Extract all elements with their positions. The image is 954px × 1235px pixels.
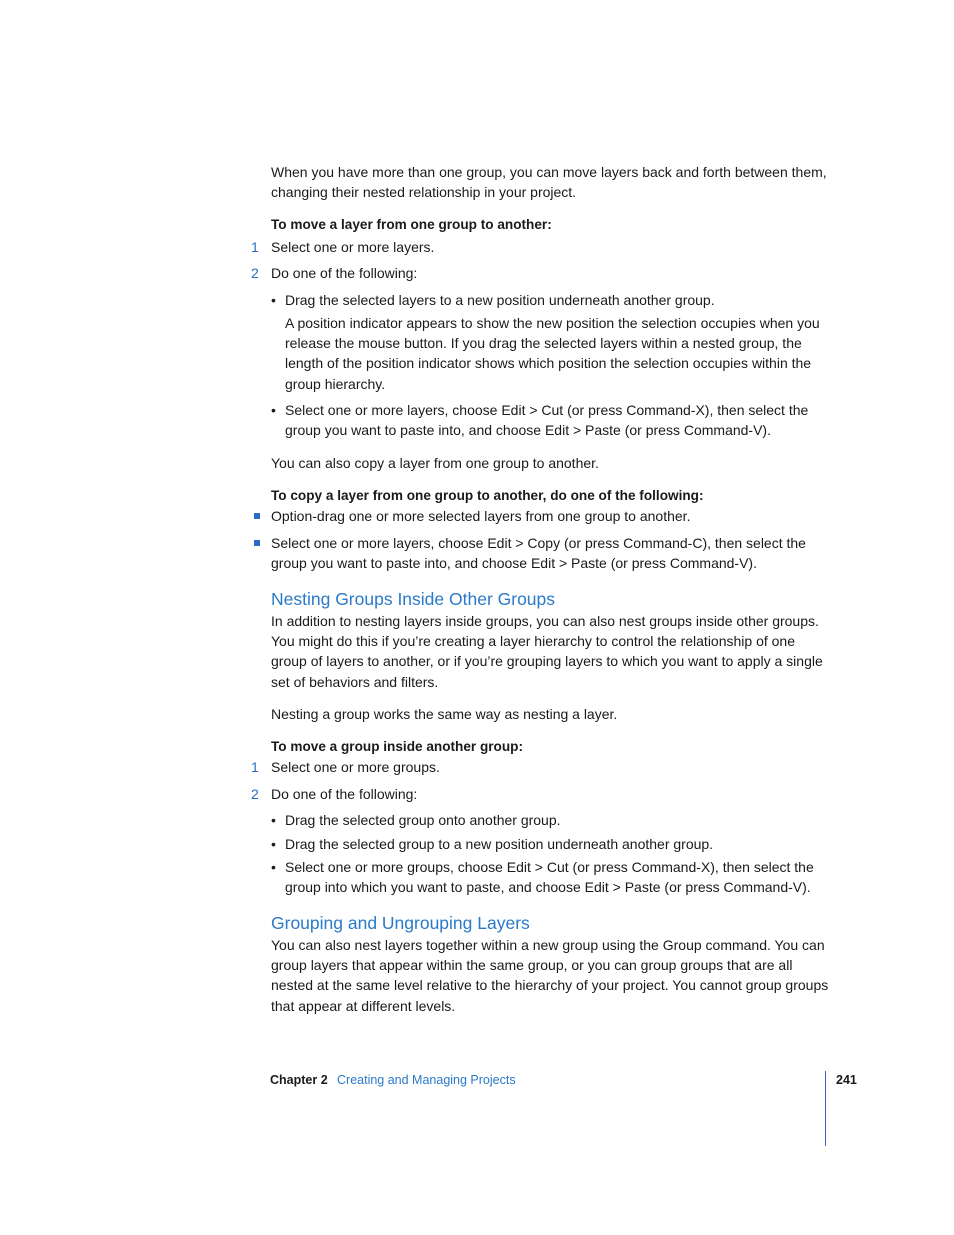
bullet-dot-icon: • [271,812,276,828]
list-item-text: Select one or more groups, choose Edit > Cut (or press Command-X), then select the group into which you want to paste, and choose Edit > Paste (or press Command-V). [285,859,814,896]
list-item-text: Drag the selected group onto another group. [285,812,561,828]
list-item-text: Select one or more layers, choose Edit > Copy (or press Command-C), then select the group you want to paste into, and choose Edit > Paste (or press Command-V). [271,535,806,572]
square-bullet-icon [254,540,260,546]
list-item-text: Select one or more layers, choose Edit > Cut (or press Command-X), then select the group you want to paste into, and choose Edit > Paste (or press Command-V). [285,402,809,439]
step-text: Select one or more layers. [271,239,435,255]
procedure-heading-copy: To copy a layer from one group to another, do one of the following: [271,488,704,503]
list-item [271,400,831,440]
section-heading-grouping: Grouping and Ungrouping Layers [271,913,530,933]
bullet-dot-icon: • [271,859,276,875]
nesting-paragraph-2: Nesting a group works the same way as nesting a layer. [271,706,618,722]
step-number: 2 [251,265,259,281]
list-item [271,857,831,897]
list-item [271,834,831,854]
bullet-dot-icon: • [271,836,276,852]
footer-rule [825,1071,826,1146]
step-text: Do one of the following: [271,265,418,281]
copy-paragraph: You can also copy a layer from one group to another. [271,455,599,471]
footer-chapter: Chapter 2 [270,1073,328,1087]
procedure-heading-move-layer: To move a layer from one group to another: [271,217,552,232]
step-number: 1 [251,239,259,255]
intro-paragraph: When you have more than one group, you can move layers back and forth between them, changing their nested relationship in your project. [271,164,827,201]
list-item-text: Option-drag one or more selected layers from one group to another. [271,508,691,524]
page-number: 241 [836,1073,857,1087]
step-number: 2 [251,786,259,802]
square-bullet-icon [254,513,260,519]
bullet-dot-icon: • [271,292,276,308]
bullet-dot-icon: • [271,402,276,418]
list-item-text: Drag the selected group to a new position underneath another group. [285,836,714,852]
grouping-paragraph: You can also nest layers together within a new group using the Group command. You can group layers that appear within the same group, or you can group groups that are all nested at the same level relative to the hierarchy of your project. You cannot group groups that appear at different levels. [271,937,829,1014]
list-item [271,290,831,310]
nesting-paragraph: In addition to nesting layers inside groups, you can also nest groups inside other groups. You might do this if you’re creating a layer hierarchy to control the relationship of one group of layers to another, or if you’re grouping layers to which you want to apply a single set of behaviors and filters. [271,613,823,690]
procedure-heading-move-group: To move a group inside another group: [271,739,523,754]
section-heading-nesting: Nesting Groups Inside Other Groups [271,589,556,609]
step-number: 1 [251,759,259,775]
step-text: Select one or more groups. [271,759,440,775]
list-item-text: Drag the selected layers to a new position underneath another group. [285,292,715,308]
step-text: Do one of the following: [271,786,418,802]
list-item [271,810,831,830]
footer-chapter-title: Creating and Managing Projects [337,1073,516,1087]
bullet-note: A position indicator appears to show the new position the selection occupies when you release the mouse button. If you drag the selected layers within a nested group, the length of the position indicator shows which position the selection occupies within the group hierarchy. [285,315,820,392]
